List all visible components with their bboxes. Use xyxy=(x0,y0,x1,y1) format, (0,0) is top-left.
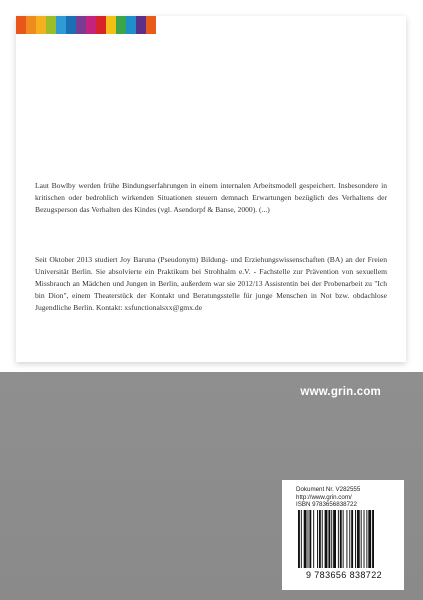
isbn-text: ISBN 9783656838722 xyxy=(296,501,357,509)
barcode-icon xyxy=(298,510,396,568)
publisher-link: http://www.grin.com/ xyxy=(296,493,352,501)
color-swatch xyxy=(26,16,36,34)
color-swatch xyxy=(146,16,156,34)
color-swatch xyxy=(66,16,76,34)
isbn-digits: 9 783656 838722 xyxy=(305,570,383,580)
color-strip xyxy=(16,16,156,34)
color-swatch xyxy=(16,16,26,34)
color-swatch xyxy=(76,16,86,34)
barcode-meta xyxy=(296,486,360,509)
document-number: Dokument Nr. V282555 xyxy=(296,486,361,493)
color-swatch xyxy=(56,16,66,34)
color-swatch xyxy=(36,16,46,34)
color-swatch xyxy=(126,16,136,34)
author-bio-paragraph: Seit Oktober 2013 studiert Joy Baruna (Pseudonym) Bildung- und Erziehungswissenschaften (BA) an der Freien Universität Berlin. Sie absolvierte ein Praktikum bei Strohhalm e.V. - Fachstelle zur Prävention von sexuellem Missbrauch an Mädchen und Jungen in Berlin, außerdem war sie 2012/13 Assistentin bei der Probenarbeit zu "Ich bin Dion", einem Theaterstück der Kontakt und Beratungsstelle für junge Menschen in Not bzw. obdachlose Jugendliche Berlin. Kontakt: xsfunctionalsxx@gmx.de xyxy=(35,255,387,312)
color-swatch xyxy=(46,16,56,34)
blurb-paragraph: Laut Bowlby werden frühe Bindungserfahrungen in einem internalen Arbeitsmodell gespeichert. Insbesondere in kritischen oder bedrohlich wirkenden Situationen steuern demnach Erwartungen bezüglich des Verhaltens der Bezugsperson das Verhalten des Kindes (vgl. Asendorpf & Banse, 2000). (...) xyxy=(35,181,387,214)
color-swatch xyxy=(106,16,116,34)
color-swatch xyxy=(86,16,96,34)
publisher-url: www.grin.com xyxy=(300,386,381,398)
color-swatch xyxy=(116,16,126,34)
color-swatch xyxy=(136,16,146,34)
barcode-panel xyxy=(282,480,404,590)
color-swatch xyxy=(96,16,106,34)
